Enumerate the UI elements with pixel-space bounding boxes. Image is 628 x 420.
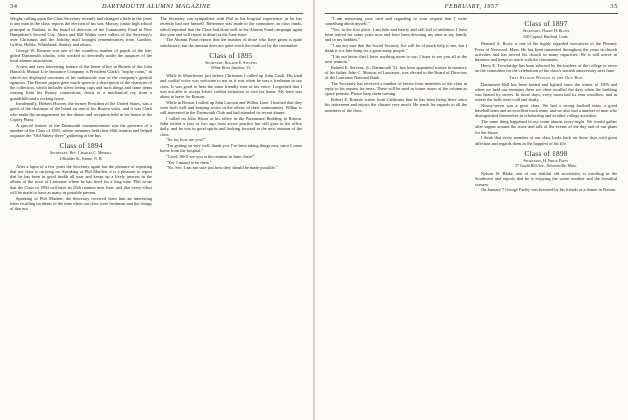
dialog-line: "I am answering your card and regarding to your request that I write something about myself." [325,16,467,27]
class-address: 4 Boulder St., Keene, N. H. [59,156,103,161]
paragraph: Dartmouth Hall has been heated and lighted since the winter of 1895 and when we held our reunions there we often recalled the days when the building was heated by stoves. In those days, every room had its own woodbox, and in winter the halls were cold and drafty. [475,81,617,103]
class-secretary: Secretary, Roland E. Stevens [205,60,257,65]
class-heading: Class of 1894 [59,141,103,151]
right-page [315,0,628,420]
dialog-block [325,16,467,64]
class-heading: Class of 1897 [524,19,568,28]
page-number: 35 [610,3,618,10]
page-number: 34 [10,3,18,10]
class-address: 620 Capitol, Hartford, Conn. [523,34,569,39]
class-secretary: Secretary, H. Philip Patey [523,158,569,163]
paragraph: Ninety-seven was a great class. We had a strong football team, a good baseball team and an excellent track team, and we also had a number of men who distinguished themselves in scholarship and in other college activities. [475,102,617,119]
class-secretary: Secretary, Rev. Charles C. Merrill [50,151,112,156]
dialog-block [160,137,302,170]
paragraph: The Alumni Fund reports that the number of those who have given is quite satisfactory, but the amount does not quite reach the mark set by the committee. [160,37,302,48]
paragraph: Wright, calling upon the Class Secretary recently and changed a little in the years is any man in the class, reports the election of his son, Murray, junior high school principal at Nashua, to the board of directors of the Community Fund in New Hampshire's Second City. Akers and Bill Walter were callers of the Secretary's over Christmas and the holiday mail brought remembrances from Gardner, Griffin, Hobbs, Whitehead, Stanley and others. [10,16,152,48]
dialog-line: "Good. We'll see you at the reunion in June, then?" [166,153,255,159]
left-column-2 [160,16,302,418]
paragraph: Speaking of Phil Marden, the Secretary received from him an interesting letter recalling incidents of the time when our class were freshmen and the doings of that era. [10,195,152,211]
dialog-line: "So far, how are you?" [166,137,206,143]
dialog-line: "I am not sure that the Social Security Act will be of much help to me, but I think it is a fine thing for a great many people." [325,43,467,54]
running-title: DARTMOUTH ALUMNI MAGAZINE [101,3,212,10]
paragraph: On January 7 George Farley was honored by his friends at a dinner in Boston. [481,187,617,193]
running-title: FEBRUARY, 1957 [444,3,499,10]
paragraph: Roland E. Stevens, Jr., Dartmouth '31, has been appointed trustee in memory of his father. John C. Morton, of Lancaster, was elected to the Board of Directors of the Lancaster National Bank. [325,64,467,81]
paragraph: While in Boston I called up John Lawson and Wilbur Lane. I learned that they were both well and keeping active in the affairs of their communities. Wilbur is still interested in the Dartmouth Club and had attended its recent dinner. [160,99,302,116]
paragraph: Robert E. Roberts writes from California that he has been living there since his retirement and enjoys the climate very much. He sends his regards to all the members of the class. [325,97,467,113]
paragraph: While in Manchester just before Christmas I called up John Gault. His kind and cordial voice was welcome to me as it was when he was a freshman in our class. It was good to hear the same friendly tone in his voice. I regretted that I was not able to accept John's cordial invitation to visit his home. My train was about to leave for Boston. [160,73,302,100]
class-heading: Class of 1898 [524,148,568,158]
paragraph: Harry E. Trowbridge has been selected by the trustees of the college to serve on the committee for the celebration of the class's sixtieth anniversary next June. [475,62,617,73]
left-column-1 [10,16,152,418]
paragraph: Bernard A. Rowe is one of the highly regarded executives of the Phinney Press of Norwood, Mass. He has been interested throughout the years in church activities and has served his church in many capacities. He is still active in business and keeps in touch with his classmates. [475,41,617,63]
class-address: 37 Gould Hill Ave., Newtonville, Mass. [515,164,577,169]
running-head [325,3,618,13]
paragraph: After a lapse of a few years the Secretary again has the pleasure of reporting that our class is carrying on. Speaking of Phil Marden, it is a pleasure to report that he has been in good health all year and keeps up a lively interest in the affairs of the town of Lancaster where he has lived for a long time. Phil wrote that the Class of 1894 will have its 65th reunion next June, and that every effort will be made to have as many as possible present. [10,163,152,195]
dialog-line: "Yes, in the first place, I am hale and hearty and still full of ambition. I have been retired for some years now and have been devoting my time to my family and to my hobbies." [325,26,467,43]
dialog-line: "Yes. I intend to be there." [166,159,212,165]
header-rule [10,13,303,14]
paragraph: Incidentally, Herbert Hoover, the former President of the United States, was a guest of the chairman of the board on one of his Boston visits, and it was Clark who made the arrangements for the dinner and reception held in his honor at the Copley Plaza. [10,101,152,122]
paragraph: The Secretary can sympathize with Phil in his hospital experience, as he has recently had one himself. Reference was made to the committee on class funds, which reported that the Class had done well in the Alumni Fund campaign again this year and will report in detail in the June issue. [160,16,302,37]
running-head [10,3,303,13]
paragraph: I think that every member of our class looks back on those days with great affection and regards them as the happiest of his life. [475,135,617,146]
section-subheading: That Second Winter in the Old Row [508,74,584,80]
right-column-2 [475,16,617,418]
header-rule [325,13,618,14]
paragraph: George W. Boomer was one of the countless number of pupils of the late, gifted Dartmouth scholar, who worked so devotedly under the auspices of the local alumni association. [10,47,152,64]
class-address: White River Junction, Vt. [210,66,252,71]
paragraph: The Secretary has received a number of letters from members of the class in reply to his request for news. These will be used in future issues of the column as space permits. Please keep them coming. [325,80,467,97]
right-column-1 [325,16,467,418]
paragraph: A new and very interesting feature of the home office in Boston of the John Hancock Mutual Life Insurance Company is President Clark's "trophy room," in which are displayed souvenirs of his nationwide tour of the company's general agencies. The Boston papers gave much space to a description of the character of the collection, which includes silver loving cups and such things and some items coming from his Rotary connections, down to a mechanical toy from a grandchild and a rocking horse. [10,64,152,101]
left-page [0,0,313,420]
class-secretary: Secretary, Harry H. Blunt [522,29,570,33]
paragraph: I called on John Hixon at his office in the Paramount Building in Boston. John retired a year or two ago from active practice but still goes to his office daily, and he was in good spirits and looking forward to the next reunion of the class. [160,115,302,137]
dialog-line: "I do not know that I have anything more to say. I hope to see you all at the next reunion." [325,53,467,65]
paragraph: The same thing happened in my room almost every night. We would gather after supper around the stove and talk of the events of the day and of our plans for the future. [475,119,617,135]
paragraph: A special feature of the Dartmouth commencement was the presence of a number of the Class of 1893, whose members held their 60th reunion and helped organize the "Old Ninety-three" gathering at the Inn. [10,122,152,139]
dialog-line: "I'm getting on very well, thank you. I've been taking things easy since I came home from the hospital." [160,143,302,154]
dialog-line: "No, Sec. I am not sure just how they should be made possible." [166,165,278,171]
class-heading: Class of 1895 [209,50,253,60]
paragraph: Nelson W. Blake, one of our faithful old secretaries, is traveling in the Southwest and reports that he is enjoying the warm weather and the beautiful scenery. [475,171,617,187]
